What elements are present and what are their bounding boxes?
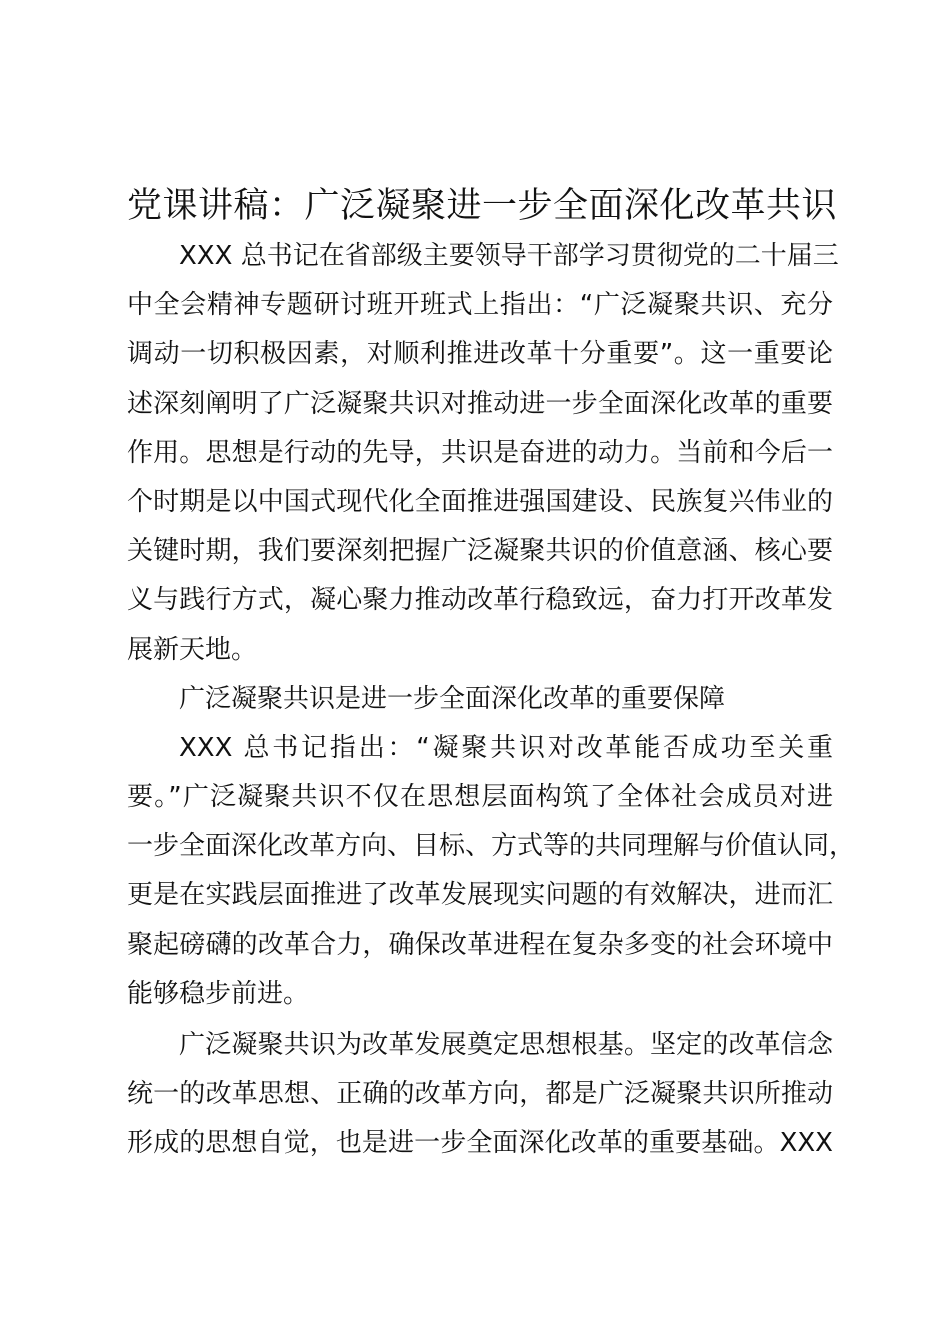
text-line: 能够稳步前进。 [127,978,310,1009]
text-line: 聚起磅礴的改革合力，确保改革进程在复杂多变的社会环境中 [127,929,833,960]
section-heading [127,675,833,724]
text-line: 要。”广泛凝聚共识不仅在思想层面构筑了全体社会成员对进 [127,782,833,813]
text-line: 个时期是以中国式现代化全面推进强国建设、民族复兴伟业的 [127,486,833,517]
text-line: XXX 总书记在省部级主要领导干部学习贯彻党的二十届三 [179,241,839,271]
text-line: 作用。思想是行动的先导，共识是奋进的动力。当前和今后一 [127,437,833,468]
text-line: 统一的改革思想、正确的改革方向，都是广泛凝聚共识所推动 [127,1079,833,1110]
text-line: 展新天地。 [127,634,258,665]
text-line: 广泛凝聚共识为改革发展奠定思想根基。坚定的改革信念 [179,1030,833,1060]
text-line: 关键时期，我们要深刻把握广泛凝聚共识的价值意涵、核心要 [127,536,833,567]
text-line: 形成的思想自觉，也是进一步全面深化改革的重要基础。XXX [127,1128,833,1159]
paragraph [127,232,839,675]
text-line: 中全会精神专题研讨班开班式上指出：“广泛凝聚共识、充分 [127,290,833,321]
paragraph [127,1021,833,1169]
document-body [127,232,856,1169]
text-line: 调动一切积极因素，对顺利推进改革十分重要”。这一重要论 [127,339,833,370]
document-title: 党课讲稿：广泛凝聚进一步全面深化改革共识 [127,186,838,226]
text-line: 广泛凝聚共识是进一步全面深化改革的重要保障 [179,683,726,714]
text-line: 述深刻阐明了广泛凝聚共识对推动进一步全面深化改革的重要 [127,388,833,419]
paragraph [127,724,856,1019]
text-line: 一步全面深化改革方向、目标、方式等的共同理解与价值认同， [127,831,856,862]
text-line: 义与践行方式，凝心聚力推动改革行稳致远，奋力打开改革发 [127,585,833,616]
text-line: 更是在实践层面推进了改革发展现实问题的有效解决，进而汇 [127,880,833,911]
text-line: XXX 总书记指出：“凝聚共识对改革能否成功至关重 [179,732,833,763]
